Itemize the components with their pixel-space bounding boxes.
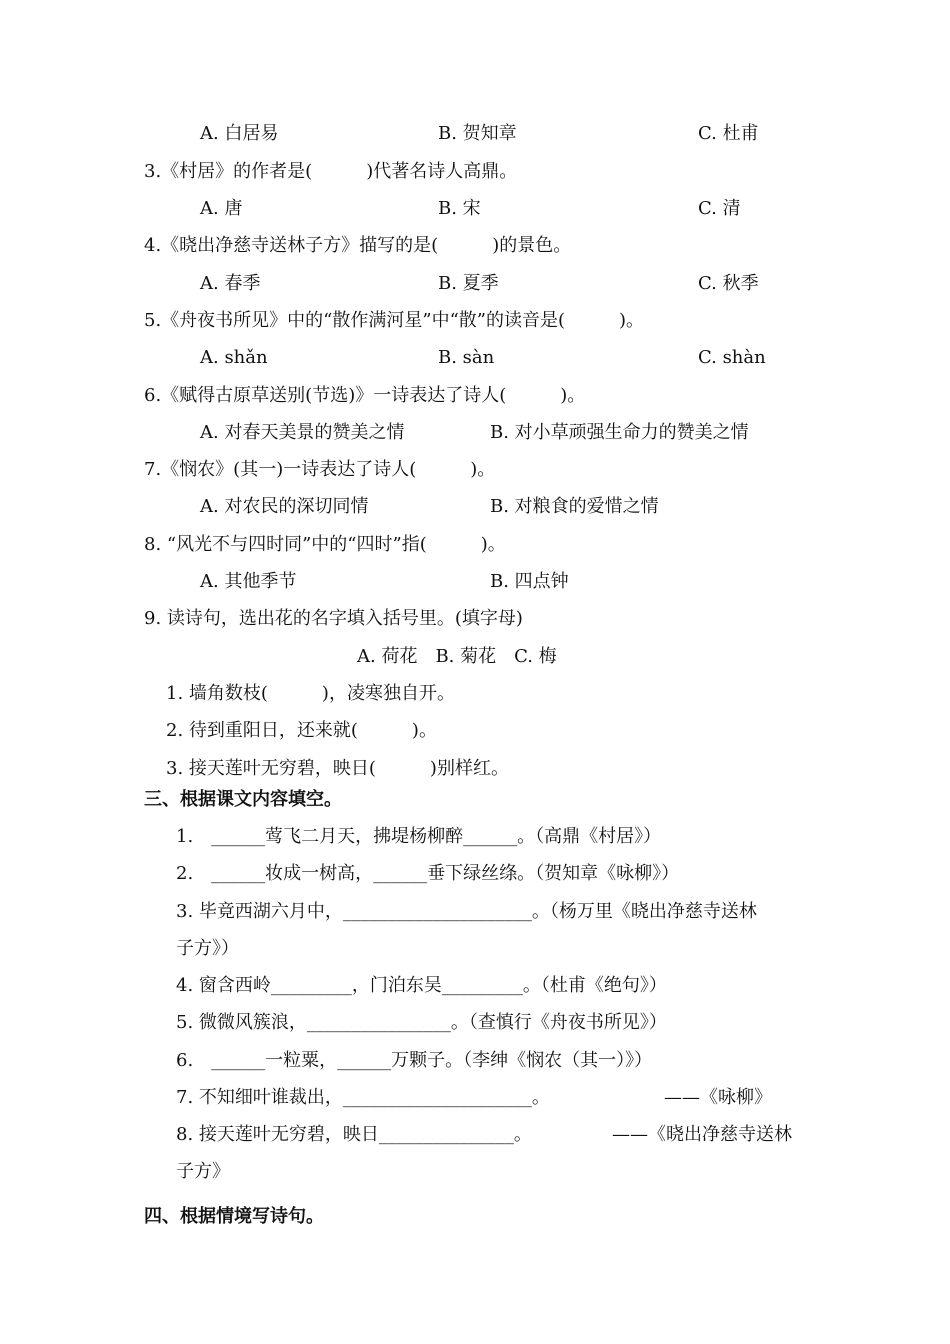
q3-option-b: B. 宋 bbox=[438, 198, 481, 219]
section3-item-8-cont: 子方》 bbox=[176, 1161, 230, 1182]
q9-item-1: 1. 墙角数枝( )，凌寒独自开。 bbox=[166, 683, 455, 704]
q5-option-b: B. sàn bbox=[438, 347, 495, 368]
section3-item-6: 6. ______一粒粟，______万颗子。（李绅《悯农（其一）》） bbox=[176, 1050, 653, 1071]
q9-choices: A. 荷花 B. 菊花 C. 梅 bbox=[357, 646, 557, 667]
q8-question: 8. “风光不与四时同”中的“四时”指( )。 bbox=[144, 534, 506, 555]
q4-option-a: A. 春季 bbox=[200, 273, 261, 294]
section4-heading: 四、根据情境写诗句。 bbox=[144, 1206, 324, 1227]
section3-heading: 三、根据课文内容填空。 bbox=[144, 789, 342, 810]
q7-option-b: B. 对粮食的爱惜之情 bbox=[490, 496, 659, 517]
q9-item-3: 3. 接天莲叶无穷碧，映日( )别样红。 bbox=[166, 758, 509, 779]
section3-item-3: 3. 毕竟西湖六月中，_____________________。（杨万里《晓出净慈寺送林 bbox=[176, 901, 757, 922]
section3-item-8: 8. 接天莲叶无穷碧，映日_______________。 bbox=[176, 1124, 532, 1145]
q3-option-a: A. 唐 bbox=[200, 198, 243, 219]
q3-question: 3.《村居》的作者是( )代著名诗人高鼎。 bbox=[144, 161, 518, 182]
q6-option-a: A. 对春天美景的赞美之情 bbox=[200, 422, 405, 443]
q9-question: 9. 读诗句，选出花的名字填入括号里。(填字母) bbox=[144, 608, 523, 629]
q6-question: 6.《赋得古原草送别(节选)》一诗表达了诗人( )。 bbox=[144, 385, 586, 406]
q5-option-c: C. shàn bbox=[698, 347, 766, 368]
q2-option-c: C. 杜甫 bbox=[698, 123, 759, 144]
section3-item-2: 2. ______妆成一树高，______垂下绿丝绦。（贺知章《咏柳》） bbox=[176, 863, 680, 884]
q2-option-a: A. 白居易 bbox=[200, 123, 279, 144]
q8-option-a: A. 其他季节 bbox=[200, 571, 297, 592]
section3-item-4: 4. 窗含西岭_________，门泊东吴_________。（杜甫《绝句》） bbox=[176, 975, 667, 996]
section3-item-7-source: ——《咏柳》 bbox=[664, 1087, 772, 1108]
q5-question: 5.《舟夜书所见》中的“散作满河星”中“散”的读音是( )。 bbox=[144, 310, 645, 331]
q6-option-b: B. 对小草顽强生命力的赞美之情 bbox=[490, 422, 749, 443]
q2-option-b: B. 贺知章 bbox=[438, 123, 517, 144]
section3-item-3-cont: 子方》） bbox=[176, 938, 239, 959]
q4-option-c: C. 秋季 bbox=[698, 273, 759, 294]
section3-item-8-source: ——《晓出净慈寺送林 bbox=[612, 1124, 792, 1145]
section3-item-5: 5. 微微风簇浪，________________。（查慎行《舟夜书所见》） bbox=[176, 1012, 667, 1033]
q5-option-a: A. shǎn bbox=[200, 347, 268, 368]
q7-option-a: A. 对农民的深切同情 bbox=[200, 496, 369, 517]
q4-option-b: B. 夏季 bbox=[438, 273, 499, 294]
section3-item-7: 7. 不知细叶谁裁出，_____________________。 bbox=[176, 1087, 550, 1108]
q7-question: 7.《悯农》(其一)一诗表达了诗人( )。 bbox=[144, 459, 496, 480]
q8-option-b: B. 四点钟 bbox=[490, 571, 569, 592]
q4-question: 4.《晓出净慈寺送林子方》描写的是( )的景色。 bbox=[144, 235, 572, 256]
section3-item-1: 1. ______莺飞二月天，拂堤杨柳醉______。（高鼎《村居》） bbox=[176, 826, 662, 847]
q3-option-c: C. 清 bbox=[698, 198, 741, 219]
q9-item-2: 2. 待到重阳日，还来就( )。 bbox=[166, 720, 437, 741]
